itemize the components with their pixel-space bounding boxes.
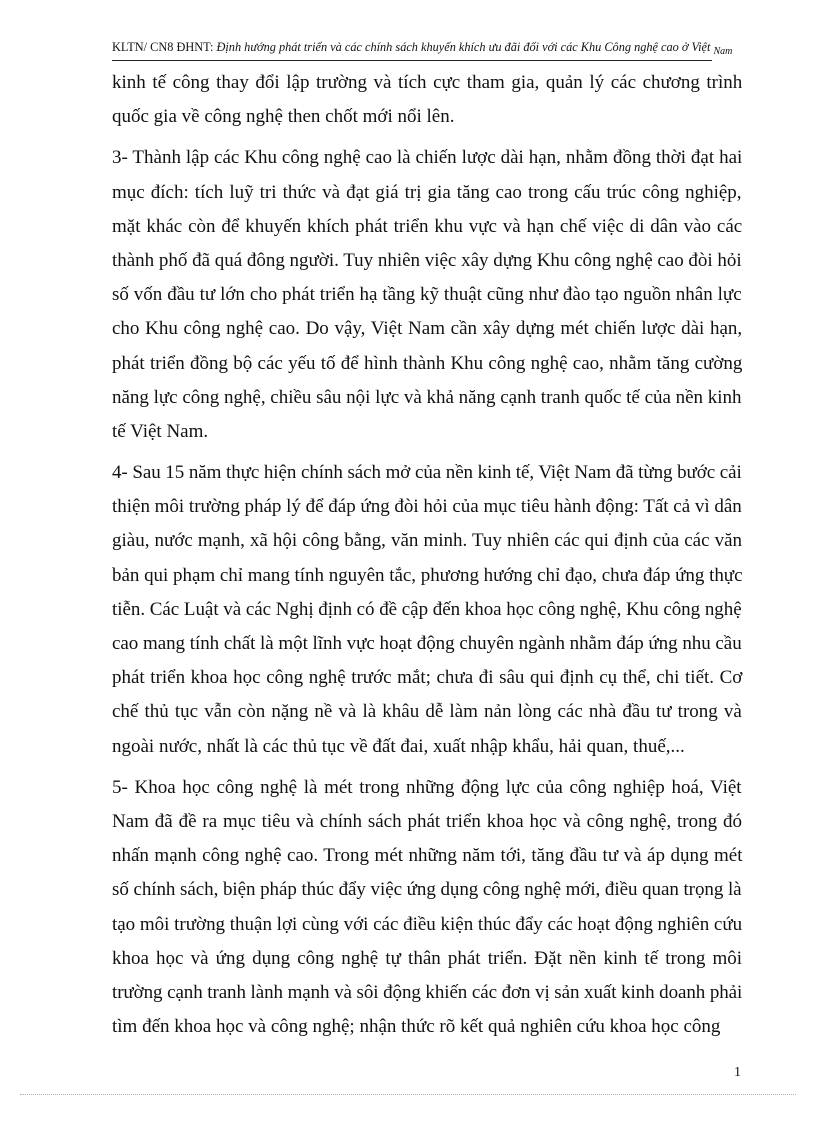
text-line: 3- Thành lập các Khu công nghệ cao là chiến lược dài hạn, nhằm đồng thời đạt hai	[112, 147, 743, 169]
text-line: Nam đã đề ra mục tiêu và chính sách phát triển khoa học và công nghệ, trong đó	[112, 810, 742, 832]
text-line: 5- Khoa học công nghệ là mét trong những động lực của công nghiệp hoá, Việt	[112, 776, 742, 798]
text-line: mặt khác còn để khuyến khích phát triển khu vực và hạn chế việc di dân vào các	[112, 215, 743, 237]
text-line: cho Khu công nghệ cao. Do vậy, Việt Nam cần xây dựng mét chiến lược dài hạn,	[112, 318, 743, 340]
text-line: phát triển khoa học công nghệ trước mắt; chưa đi sâu qui định cụ thể, chi tiết. Cơ	[112, 667, 743, 689]
header-code: KLTN/ CN8 ĐHNT:	[112, 40, 214, 54]
text-line: ngoài nước, nhất là các thủ tục về đất đai, xuất nhập khẩu, hải quan, thuế,...	[112, 735, 685, 757]
text-line: tế Việt Nam.	[112, 420, 209, 442]
paragraph-gap	[112, 764, 742, 771]
paragraph-gap	[112, 134, 742, 141]
text-line: quốc gia về công nghệ then chốt mới nổi lên.	[112, 106, 455, 128]
document-body	[112, 66, 742, 1044]
paragraph	[112, 141, 742, 449]
text-line: 4- Sau 15 năm thực hiện chính sách mở của nền kinh tế, Việt Nam đã từng bước cải	[112, 462, 742, 484]
text-line: khoa học và ứng dụng công nghệ tự thân phát triển. Đặt nền kinh tế trong môi	[112, 947, 743, 969]
header-title-tail: Nam	[713, 46, 733, 57]
text-line: thành phố đã quá đông người. Tuy nhiên việc xây dựng Khu công nghệ cao đòi hỏi	[112, 249, 742, 271]
text-line: chế thủ tục vẫn còn nặng nề và là khâu dễ làm nản lòng các nhà đầu tư trong và	[112, 701, 742, 723]
header-title: Định hướng phát triển và các chính sách khuyến khích ưu đãi đối với các Khu Công nghệ cao ở Việt	[216, 40, 711, 54]
text-line: nhấn mạnh công nghệ cao. Trong mét những năm tới, tăng đầu tư và áp dụng mét	[112, 845, 743, 867]
text-line: thiện môi trường pháp lý để đáp ứng đòi hỏi của mục tiêu hành động: Tất cả vì dân	[112, 496, 742, 518]
footer-dotted-line	[20, 1094, 796, 1095]
text-line: mục đích: tích luỹ tri thức và đạt giá trị gia tăng cao trong cấu trúc công nghiệp,	[112, 181, 742, 203]
page-number: 1	[734, 1065, 741, 1080]
text-line: cao mang tính chất là một lĩnh vực hoạt động chuyên ngành nhằm đáp ứng nhu cầu	[112, 633, 742, 654]
paragraph	[112, 456, 742, 764]
paragraph-gap	[112, 449, 742, 456]
text-line: số vốn đầu tư lớn cho phát triển hạ tầng kỹ thuật cũng như đào tạo nguồn nhân lực	[112, 284, 742, 306]
text-line: giàu, nước mạnh, xã hội công bằng, văn minh. Tuy nhiên các qui định của các văn	[112, 530, 743, 552]
text-line: bản qui phạm chỉ mang tính nguyên tắc, phương hướng chỉ đạo, chưa đáp ứng thực	[112, 564, 743, 586]
text-line: tiễn. Các Luật và các Nghị định có đề cập đến khoa học công nghệ, Khu công nghệ	[112, 598, 742, 620]
text-line: số chính sách, biện pháp thúc đẩy việc ứng dụng công nghệ mới, điều quan trọng là	[112, 879, 742, 901]
text-line: tạo môi trường thuận lợi cùng với các điều kiện thúc đẩy các hoạt động nghiên cứu	[112, 913, 743, 935]
paragraph	[112, 771, 742, 1045]
header-rule	[112, 60, 712, 61]
text-line: tìm đến khoa học và công nghệ; nhận thức rõ kết quả nghiên cứu khoa học công	[112, 1016, 721, 1038]
text-line: phát triển đồng bộ các yếu tố để hình thành Khu công nghệ cao, nhằm tăng cường	[112, 352, 743, 374]
running-header	[112, 40, 733, 57]
text-line: kinh tế công thay đổi lập trường và tích cực tham gia, quản lý các chương trình	[112, 72, 743, 93]
text-line: năng lực công nghệ, chiều sâu nội lực và khả năng cạnh tranh quốc tế của nền kinh	[112, 386, 742, 408]
text-line: trường cạnh tranh lành mạnh và sôi động khiến các đơn vị sản xuất kinh doanh phải	[112, 981, 743, 1003]
paragraph	[112, 66, 742, 134]
